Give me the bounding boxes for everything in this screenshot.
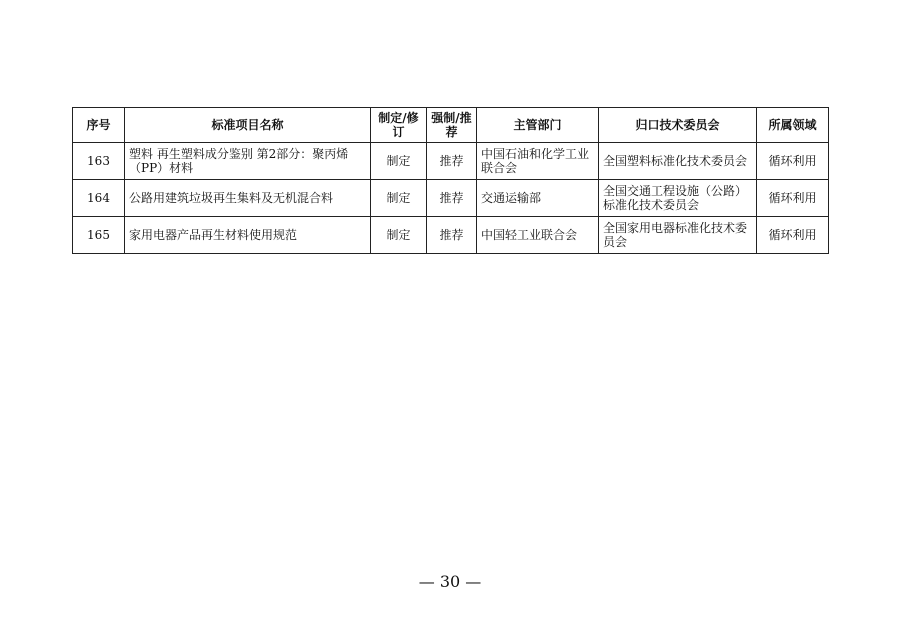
cell-committee: 全国交通工程设施（公路）标准化技术委员会	[599, 180, 757, 217]
table-header-row	[73, 108, 829, 143]
table-row	[73, 217, 829, 254]
cell-dept: 中国石油和化学工业联合会	[477, 143, 599, 180]
cell-seq: 165	[73, 217, 125, 254]
cell-dept: 中国轻工业联合会	[477, 217, 599, 254]
cell-nature: 推荐	[427, 180, 477, 217]
cell-seq: 163	[73, 143, 125, 180]
header-field: 所属领域	[757, 108, 829, 143]
header-type: 制定/修订	[371, 108, 427, 143]
cell-name: 家用电器产品再生材料使用规范	[125, 217, 371, 254]
cell-type: 制定	[371, 180, 427, 217]
cell-nature: 推荐	[427, 217, 477, 254]
header-committee: 归口技术委员会	[599, 108, 757, 143]
cell-nature: 推荐	[427, 143, 477, 180]
cell-name: 公路用建筑垃圾再生集料及无机混合料	[125, 180, 371, 217]
cell-seq: 164	[73, 180, 125, 217]
cell-field: 循环利用	[757, 217, 829, 254]
table-row	[73, 180, 829, 217]
header-name: 标准项目名称	[125, 108, 371, 143]
cell-type: 制定	[371, 217, 427, 254]
page-number: — 30 —	[418, 572, 482, 591]
cell-field: 循环利用	[757, 143, 829, 180]
header-nature: 强制/推荐	[427, 108, 477, 143]
header-dept: 主管部门	[477, 108, 599, 143]
cell-field: 循环利用	[757, 180, 829, 217]
cell-dept: 交通运输部	[477, 180, 599, 217]
cell-committee: 全国家用电器标准化技术委员会	[599, 217, 757, 254]
cell-type: 制定	[371, 143, 427, 180]
table-row	[73, 143, 829, 180]
cell-committee: 全国塑料标准化技术委员会	[599, 143, 757, 180]
cell-name: 塑料 再生塑料成分鉴别 第2部分：聚丙烯（PP）材料	[125, 143, 371, 180]
standards-table	[72, 107, 829, 254]
header-seq: 序号	[73, 108, 125, 143]
